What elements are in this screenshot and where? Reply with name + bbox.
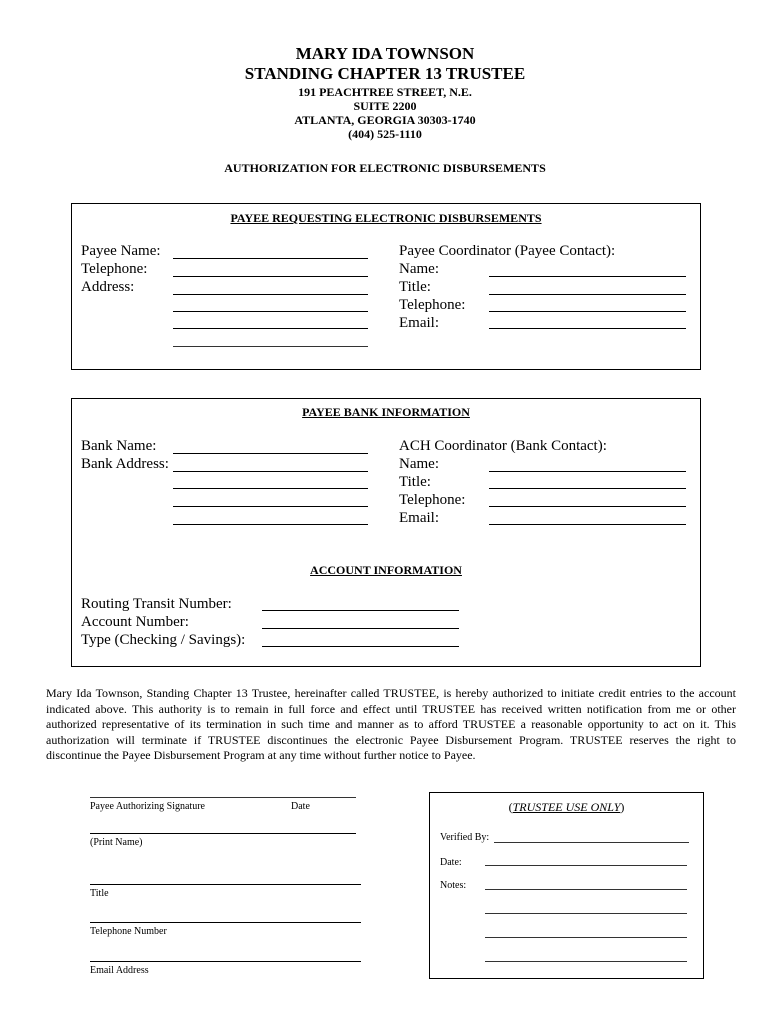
trustee-use-heading [429,800,704,815]
payee-address-field-4[interactable] [173,346,368,347]
form-title: AUTHORIZATION FOR ELECTRONIC DISBURSEMENTS [224,161,546,175]
bank-name-label: Bank Name: [81,438,157,454]
print-name-label: (Print Name) [90,837,143,848]
routing-number-label: Routing Transit Number: [81,596,232,612]
address-suite: SUITE 2200 [353,99,417,113]
ach-email-label: Email: [399,510,439,526]
coordinator-email-label: Email: [399,315,439,331]
payee-address-field-3[interactable] [173,328,368,329]
authorization-text: Mary Ida Townson, Standing Chapter 13 Trustee, hereinafter called TRUSTEE, is hereby authorized to initiate credit entries to the account indicated above. This authority is to remain in full force and effect until TRUSTEE has received written notification from me or other authorized representative of its termination in such time and manner as to afford TRUSTEE a reasonable opportunity to act on it. This authorization will terminate if TRUSTEE discontinues the electronic Payee Disbursement Program. TRUSTEE reserves the right to discontinue the Payee Disbursement Program at any time without further notice to Payee. [46,686,736,762]
payee-telephone-label: Telephone: [81,261,148,277]
ach-name-label: Name: [399,456,439,472]
trustee-date-field[interactable] [485,865,687,866]
trustee-date-label: Date: [440,857,462,868]
coordinator-email-field[interactable] [489,328,686,329]
coordinator-title-label: Title: [399,279,431,295]
ach-coordinator-label: ACH Coordinator (Bank Contact): [399,438,607,454]
account-number-label: Account Number: [81,614,189,630]
signature-line[interactable] [90,797,356,798]
heading-open-paren: ( [508,800,513,814]
account-type-label: Type (Checking / Savings): [81,632,246,648]
address-street: 191 PEACHTREE STREET, N.E. [298,85,472,99]
bank-name-field[interactable] [173,453,368,454]
notes-label: Notes: [440,880,467,891]
heading-close-paren: ) [620,800,625,814]
address-city: ATLANTA, GEORGIA 30303-1740 [294,113,476,127]
verified-by-field[interactable] [494,842,689,843]
date-label: Date [291,801,310,812]
verified-by-label: Verified By: [440,832,490,843]
coordinator-telephone-field[interactable] [489,311,686,312]
signature-label: Payee Authorizing Signature [90,801,205,812]
ach-telephone-label: Telephone: [399,492,466,508]
bank-section-heading: PAYEE BANK INFORMATION [302,405,470,419]
coordinator-title-field[interactable] [489,294,686,295]
trustee-use-only-text: TRUSTEE USE ONLY [512,800,621,814]
trustee-title: STANDING CHAPTER 13 TRUSTEE [244,64,526,83]
ach-telephone-field[interactable] [489,506,686,507]
coordinator-name-field[interactable] [489,276,686,277]
bank-address-field-4[interactable] [173,524,368,525]
trustee-name: MARY IDA TOWNSON [295,44,475,63]
title-line[interactable] [90,884,361,885]
account-section-heading: ACCOUNT INFORMATION [310,563,462,577]
ach-name-field[interactable] [489,471,686,472]
print-name-line[interactable] [90,833,356,834]
notes-field-2[interactable] [485,913,687,914]
email-address-label: Email Address [90,965,149,976]
title-label: Title [90,888,109,899]
coordinator-name-label: Name: [399,261,439,277]
routing-number-field[interactable] [262,610,459,611]
address-phone: (404) 525-1110 [348,127,422,141]
payee-address-field-1[interactable] [173,294,368,295]
ach-title-field[interactable] [489,488,686,489]
notes-field-3[interactable] [485,937,687,938]
bank-address-label: Bank Address: [81,456,169,472]
telephone-line[interactable] [90,922,361,923]
ach-title-label: Title: [399,474,431,490]
payee-info-box [71,203,701,370]
account-number-field[interactable] [262,628,459,629]
payee-telephone-field[interactable] [173,276,368,277]
payee-name-label: Payee Name: [81,243,161,259]
payee-coordinator-label: Payee Coordinator (Payee Contact): [399,243,616,259]
coordinator-telephone-label: Telephone: [399,297,466,313]
payee-name-field[interactable] [173,258,368,259]
payee-address-label: Address: [81,279,135,295]
email-line[interactable] [90,961,361,962]
bank-address-field-3[interactable] [173,506,368,507]
account-type-field[interactable] [262,646,459,647]
bank-address-field-2[interactable] [173,488,368,489]
payee-section-heading: PAYEE REQUESTING ELECTRONIC DISBURSEMENTS [230,211,542,225]
trustee-use-box [429,792,704,979]
notes-field-4[interactable] [485,961,687,962]
bank-address-field-1[interactable] [173,471,368,472]
telephone-number-label: Telephone Number [90,926,167,937]
notes-field-1[interactable] [485,889,687,890]
ach-email-field[interactable] [489,524,686,525]
payee-address-field-2[interactable] [173,311,368,312]
